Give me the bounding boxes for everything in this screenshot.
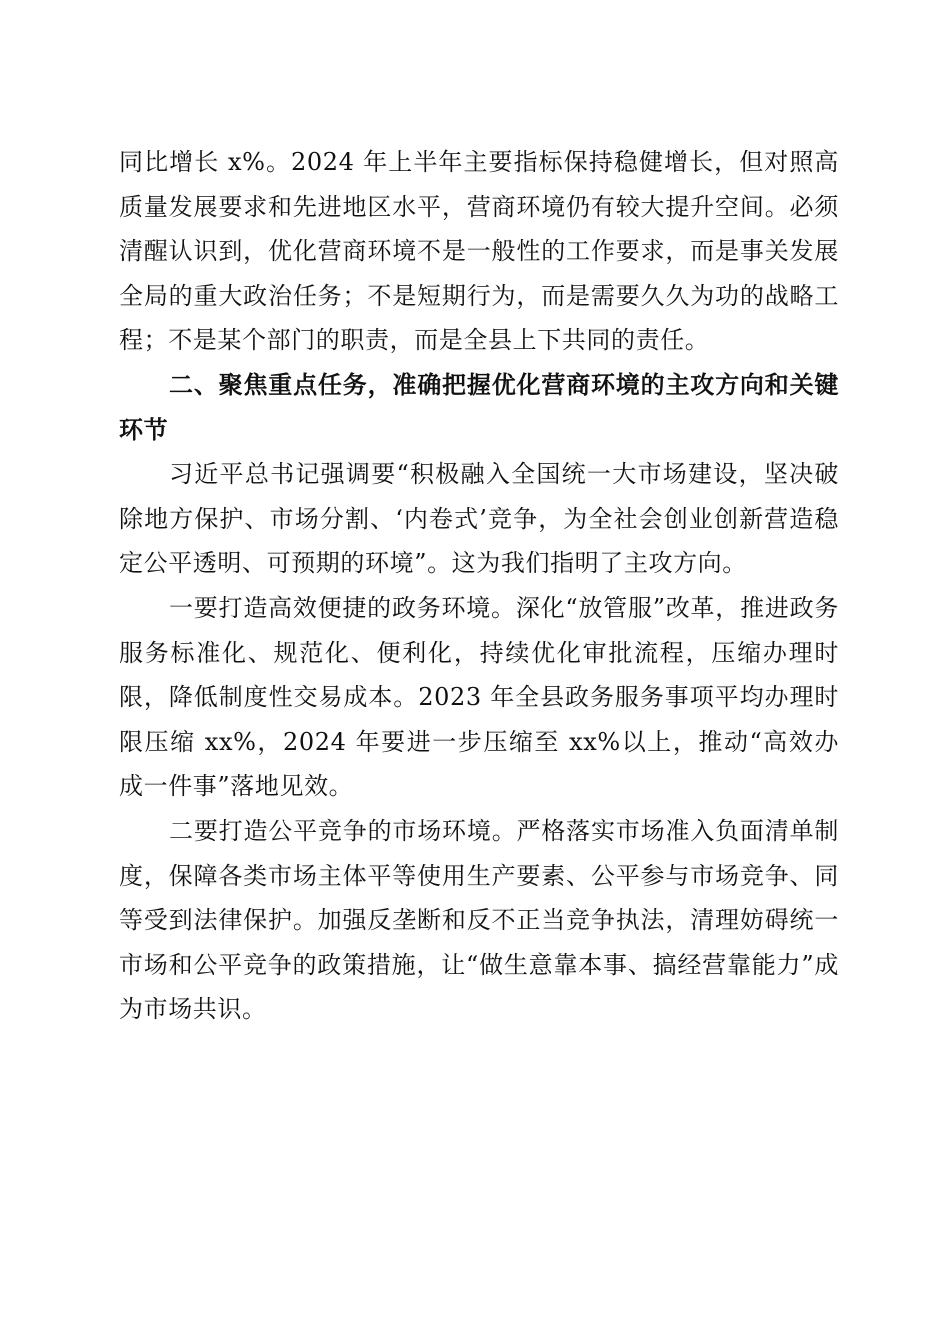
paragraph-government-environment: 一要打造高效便捷的政务环境。深化“放管服”改革，推进政务服务标准化、规范化、便利化，持续优化审批流程，压缩办理时限，降低制度性交易成本。2023 年全县政务服务事项平均办理时限压缩 xx%，2024 年要进一步压缩至 xx%以上，推动“高效办成一件事”落地见效。 — [119, 593, 839, 801]
document-body — [119, 140, 839, 1032]
section-heading: 二、聚焦重点任务，准确把握优化营商环境的主攻方向和关键环节 — [119, 370, 839, 444]
paragraph-quote: 习近平总书记强调要“积极融入全国统一大市场建设，坚决破除地方保护、市场分割、‘内卷式’竞争，为全社会创业创新营造稳定公平透明、可预期的环境”。这为我们指明了主攻方向。 — [119, 460, 839, 578]
paragraph-continuation: 同比增长 x%。2024 年上半年主要指标保持稳健增长，但对照高质量发展要求和先进地区水平，营商环境仍有较大提升空间。必须清醒认识到，优化营商环境不是一般性的工作要求，而是事关发展全局的重大政治任务；不是短期行为，而是需要久久为功的战略工程；不是某个部门的职责，而是全县上下共同的责任。 — [119, 148, 839, 355]
paragraph-market-environment: 二要打造公平竞争的市场环境。严格落实市场准入负面清单制度，保障各类市场主体平等使用生产要素、公平参与市场竞争、同等受到法律保护。加强反垄断和反不正当竞争执法，清理妨碍统一市场和公平竞争的政策措施，让“做生意靠本事、搞经营靠能力”成为市场共识。 — [119, 816, 839, 1024]
